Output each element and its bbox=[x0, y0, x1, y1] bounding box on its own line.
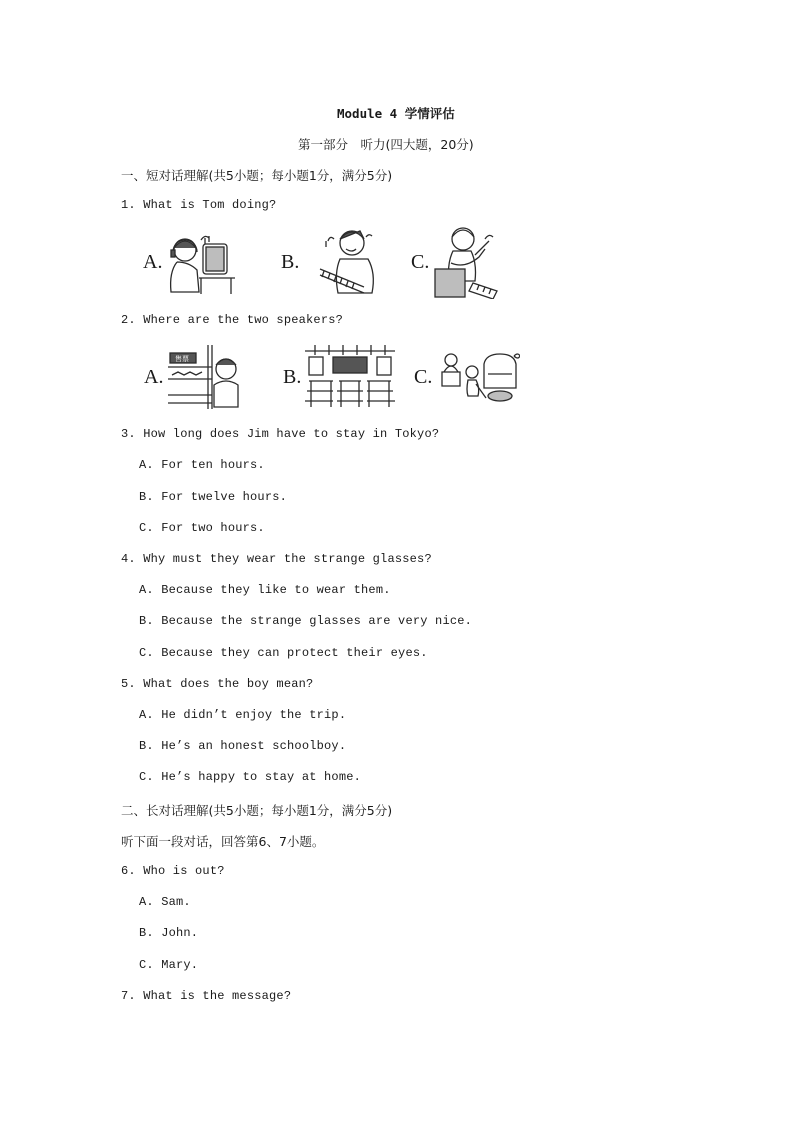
q3-option-a: A. For ten hours. bbox=[139, 458, 265, 472]
q5-option-c: C. He’s happy to stay at home. bbox=[139, 770, 362, 784]
q6-text: 6. Who is out? bbox=[121, 864, 225, 878]
q6-option-b: B. John. bbox=[139, 926, 199, 940]
q2-option-b: B. bbox=[283, 366, 302, 388]
q4-option-b: B. Because the strange glasses are very nice. bbox=[139, 614, 473, 628]
boy-playing-piano-illustration bbox=[318, 225, 380, 301]
q1-option-b: B. bbox=[281, 251, 300, 273]
living-room-cleaning-illustration bbox=[440, 350, 520, 404]
section2-instruction: 听下面一段对话，回答第6、7小题。 bbox=[121, 834, 325, 849]
q3-option-b: B. For twelve hours. bbox=[139, 490, 288, 504]
q3-text: 3. How long does Jim have to stay in Tokyo? bbox=[121, 427, 440, 441]
q3-option-c: C. For two hours. bbox=[139, 521, 265, 535]
classroom-illustration bbox=[305, 345, 395, 409]
q2-option-c: C. bbox=[414, 366, 433, 388]
q1-option-a: A. bbox=[143, 251, 163, 273]
ticket-office-illustration bbox=[168, 345, 242, 409]
q6-option-c: C. Mary. bbox=[139, 958, 199, 972]
q2-text: 2. Where are the two speakers? bbox=[121, 313, 344, 327]
ticket-sign-text: 售票 bbox=[175, 355, 189, 363]
q1-option-c: C. bbox=[411, 251, 430, 273]
section2-heading: 二、长对话理解(共5小题；每小题1分，满分5分) bbox=[121, 803, 393, 818]
q6-option-a: A. Sam. bbox=[139, 895, 191, 909]
section1-heading: 一、短对话理解(共5小题；每小题1分，满分5分) bbox=[121, 168, 393, 183]
q1-text: 1. What is Tom doing? bbox=[121, 198, 277, 212]
q4-option-c: C. Because they can protect their eyes. bbox=[139, 646, 428, 660]
part-title: 第一部分 听力(四大题，20分) bbox=[298, 137, 474, 152]
q4-text: 4. Why must they wear the strange glasses? bbox=[121, 552, 432, 566]
q4-option-a: A. Because they like to wear them. bbox=[139, 583, 391, 597]
q7-text: 7. What is the message? bbox=[121, 989, 292, 1003]
q5-option-a: A. He didn’t enjoy the trip. bbox=[139, 708, 347, 722]
boy-using-computer-illustration bbox=[165, 230, 240, 296]
girl-playing-violin-illustration bbox=[433, 225, 501, 299]
page-title: Module 4 学情评估 bbox=[337, 106, 455, 121]
q2-option-a: A. bbox=[144, 366, 164, 388]
q5-option-b: B. He’s an honest schoolboy. bbox=[139, 739, 347, 753]
q5-text: 5. What does the boy mean? bbox=[121, 677, 314, 691]
